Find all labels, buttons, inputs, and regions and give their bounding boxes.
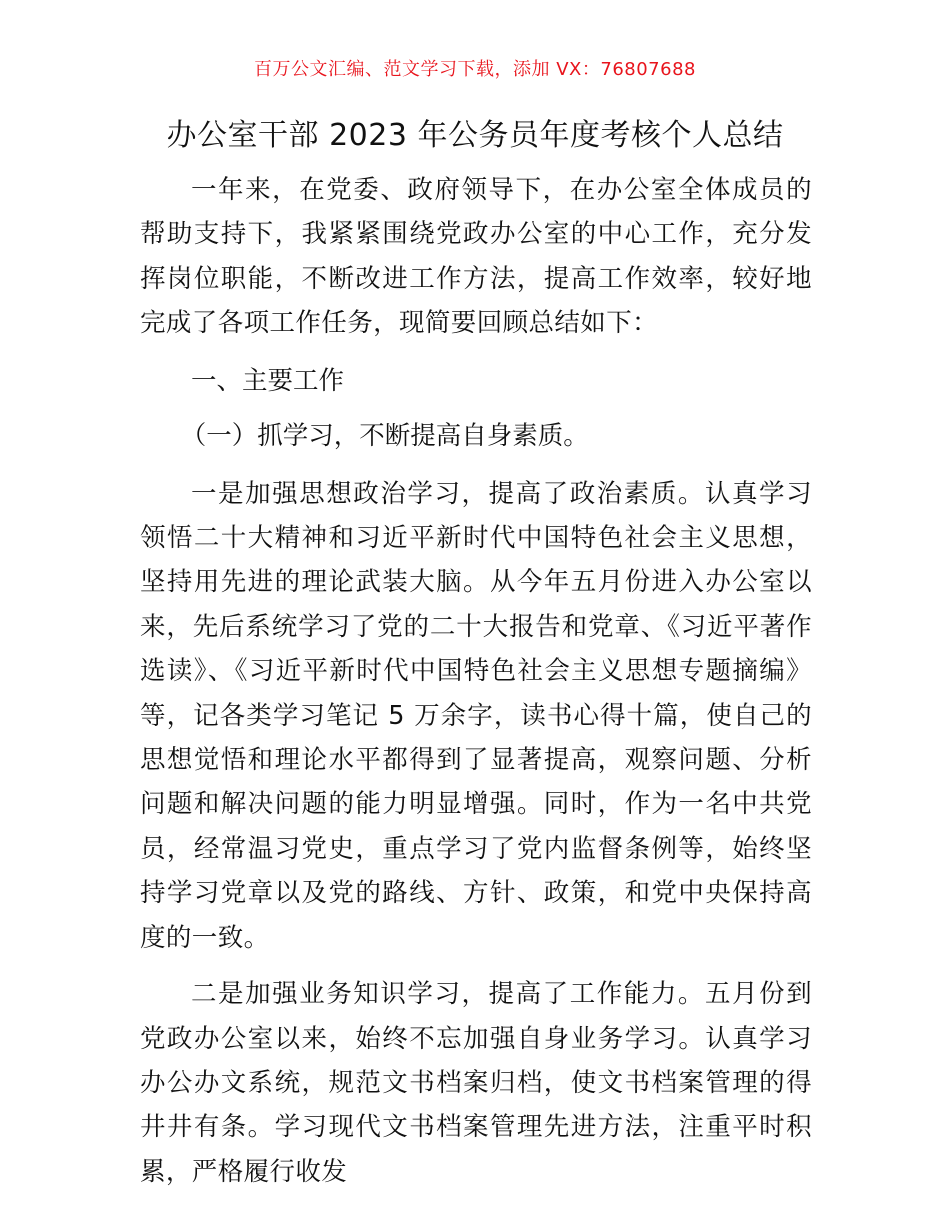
intro-paragraph: 一年来，在党委、政府领导下，在办公室全体成员的帮助支持下，我紧紧围绕党政办公室的中心工作，充分发挥岗位职能，不断改进工作方法，提高工作效率，较好地完成了各项工作任务，现简要回顾总结如下： (140, 175, 812, 339)
spacer (140, 960, 812, 972)
body-paragraph: 一是加强思想政治学习，提高了政治素质。认真学习领悟二十大精神和习近平新时代中国特色社会主义思想，坚持用先进的理论武装大脑。从今年五月份进入办公室以来，先后系统学习了党的二十大报告和党章、《习近平著作选读》、《习近平新时代中国特色社会主义思想专题摘编》等，记各类学习笔记 5 万余字，读书心得十篇，使自己的思想觉悟和理论水平都得到了显著提高，观察问题、分析问题和解决问题的能力明显增强。同时，作为一名中共党员，经常温习党史，重点学习了党内监督条例等，始终坚持学习党章以及党的路线、方针、政策，和党中央保持高度的一致。 (140, 478, 812, 953)
subsection-heading: （一）抓学习，不断提高自身素质。 (180, 420, 589, 451)
document-body (140, 168, 812, 1194)
watermark-banner: 百万公文汇编、范文学习下载，添加 VX：76807688 (254, 59, 696, 80)
document-title: 办公室干部 2023 年公务员年度考核个人总结 (166, 118, 784, 153)
spacer (140, 464, 812, 472)
section-heading: 一、主要工作 (191, 365, 345, 396)
body-paragraph: 二是加强业务知识学习，提高了工作能力。五月份到党政办公室以来，始终不忘加强自身业务学习。认真学习办公办文系统，规范文书档案归档，使文书档案管理的得井井有条。学习现代文书档案管理先进方法，注重平时积累，严格履行收发 (140, 979, 812, 1187)
spacer (140, 346, 812, 354)
